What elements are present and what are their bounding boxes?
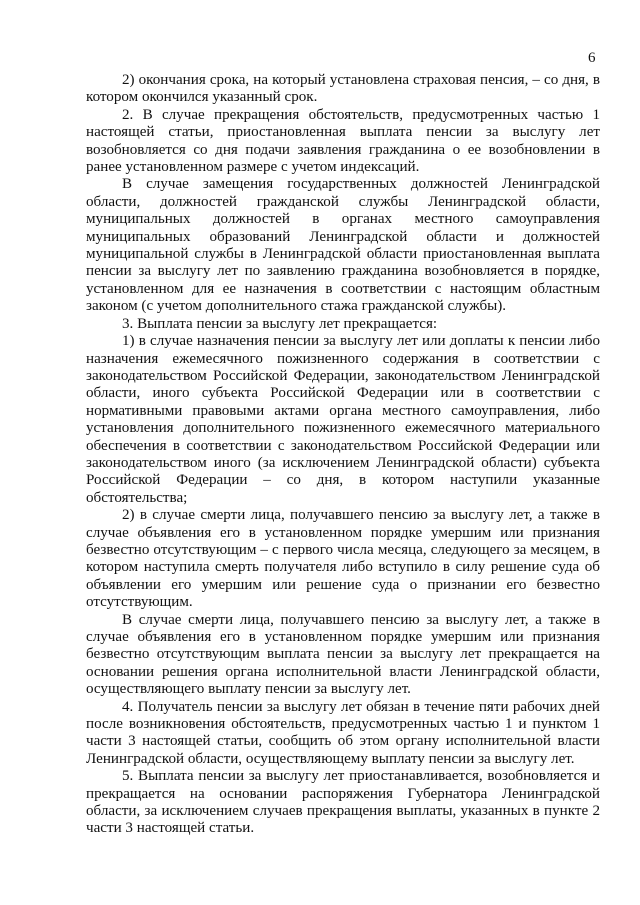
paragraph-9: 5. Выплата пенсии за выслугу лет приостанавливается, возобновляется и прекращается на основании распоряжения Губернатора Ленинградской области, за исключением случаев прекращения выплаты, указанных в пункте 2 части 3 настоящей статьи. xyxy=(86,768,600,837)
paragraph-1: 2) окончания срока, на который установлена страховая пенсия, – со дня, в котором окончился указанный срок. xyxy=(86,72,600,106)
paragraph-8: 4. Получатель пенсии за выслугу лет обязан в течение пяти рабочих дней после возникновения обстоятельств, предусмотренных частью 1 и пунктом 1 части 3 настоящей статьи, сообщить об этом органу исполнительной власти Ленинградской области, осуществляющему выплату пенсии за выслугу лет. xyxy=(86,698,600,767)
paragraph-2: 2. В случае прекращения обстоятельств, предусмотренных частью 1 настоящей статьи, приостановленная выплата пенсии за выслугу лет возобновляется со дня подачи заявления гражданина о ее возобновлении в ранее установленном размере с учетом индексаций. xyxy=(86,106,600,176)
paragraph-5: 1) в случае назначения пенсии за выслугу лет или доплаты к пенсии либо назначения ежемесячного пожизненного содержания в соответствии с законодательством Российской Федерации, законодательством Ленинградской области, иного субъекта Российской Федерации или в соответствии с нормативными правовыми актами органа местного самоуправления, либо установления дополнительного пожизненного ежемесячного материального обеспечения в соответствии с законодательством Российской Федерации или законодательством иного (за исключением Ленинградской области) субъекта Российской Федерации – со дня, в котором наступили указанные обстоятельства; xyxy=(86,333,600,506)
paragraph-6: 2) в случае смерти лица, получавшего пенсию за выслугу лет, а также в случае объявления его в установленном порядке умершим или признания безвестно отсутствующим – с первого числа месяца, следующего за месяцем, в котором наступила смерть получателя либо вступило в силу решение суда об объявлении его умершим или решение суда о признании его безвестно отсутствующим. xyxy=(86,507,600,611)
paragraph-3: В случае замещения государственных должностей Ленинградской области, должностей гражданской службы Ленинградской области, муниципальных должностей в органах местного самоуправления муниципальных образований Ленинградской области и должностей муниципальной службы в Ленинградской области приостановленная выплата пенсии за выслугу лет по заявлению гражданина возобновляется в порядке, установленном для ее назначения в соответствии с настоящим областным законом (с учетом дополнительного стажа гражданской службы). xyxy=(86,176,600,315)
page-number: 6 xyxy=(588,50,596,66)
paragraph-4: 3. Выплата пенсии за выслугу лет прекращается: xyxy=(122,315,438,332)
document-body xyxy=(86,72,600,838)
paragraph-7: В случае смерти лица, получавшего пенсию за выслугу лет, а также в случае объявления его в установленном порядке умершим или признания безвестно отсутствующим выплата пенсии за выслугу лет прекращается на основании решения органа исполнительной власти Ленинградской области, осуществляющего выплату пенсии за выслугу лет. xyxy=(86,611,600,698)
